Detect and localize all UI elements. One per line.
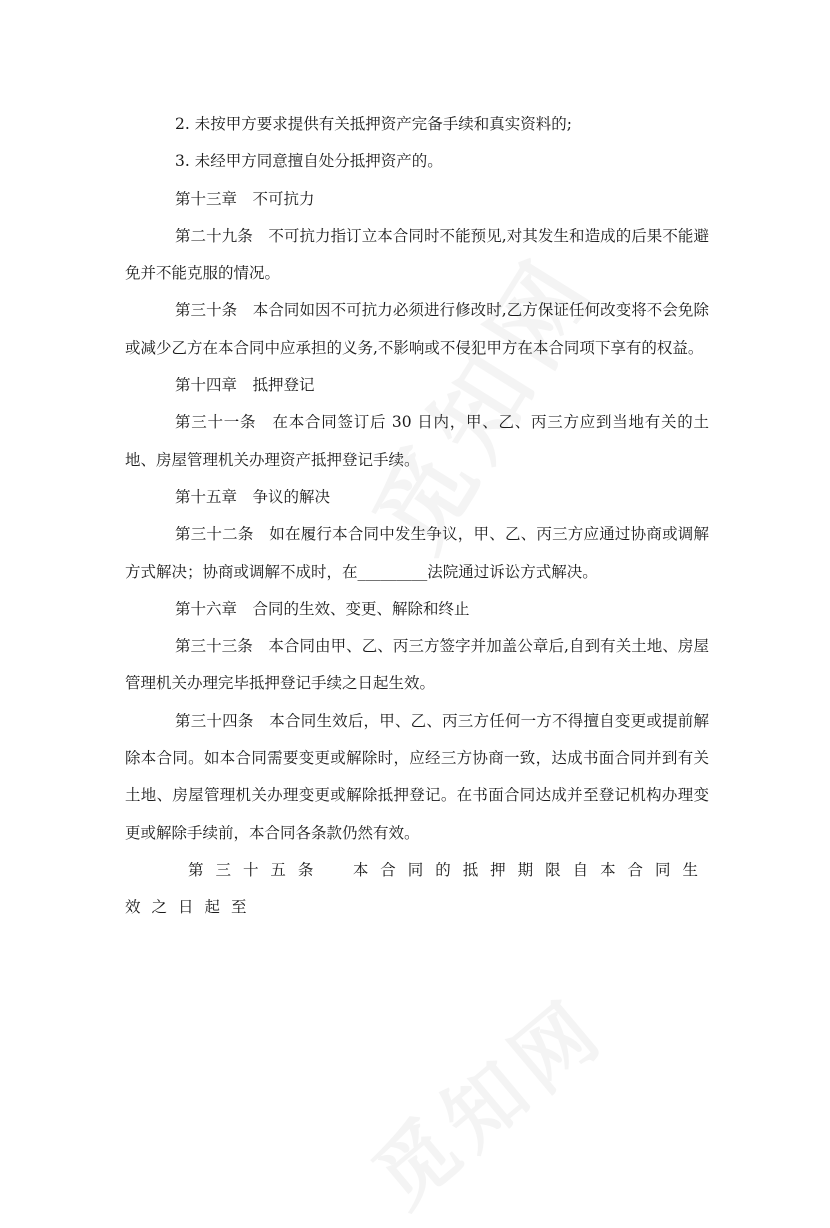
article-35: 第三十五条 本合同的抵押期限自本合同生效之日起至 xyxy=(125,860,709,917)
chapter-heading-13: 第十三章 不可抗力 xyxy=(175,189,315,208)
chapter-heading-15: 第十五章 争议的解决 xyxy=(175,487,331,506)
article-31: 第三十一条 在本合同签订后 30 日内，甲、乙、丙三方应到当地有关的土地、房屋管理机关办理资产抵押登记手续。 xyxy=(125,413,709,469)
article-29: 第二十九条 不可抗力指订立本合同时不能预见,对其发生和造成的后果不能避免并不能克服的情况。 xyxy=(125,226,709,283)
clause-item-2: 2. 未按甲方要求提供有关抵押资产完备手续和真实资料的; xyxy=(175,115,572,133)
chapter-heading-14: 第十四章 抵押登记 xyxy=(175,376,315,395)
watermark-logo xyxy=(345,967,626,1228)
article-30: 第三十条 本合同如因不可抗力必须进行修改时,乙方保证任何改变将不会免除或减少乙方在本合同中应承担的义务,不影响或不侵犯甲方在本合同项下享有的权益。 xyxy=(125,301,709,357)
article-33: 第三十三条 本合同由甲、乙、丙三方签字并加盖公章后,自到有关土地、房屋管理机关办理完毕抵押登记手续之日起生效。 xyxy=(125,637,709,693)
chapter-heading-16: 第十六章 合同的生效、变更、解除和终止 xyxy=(175,599,470,618)
clause-item-3: 3. 未经甲方同意擅自处分抵押资产的。 xyxy=(175,152,443,171)
document-body xyxy=(125,106,709,927)
article-32: 第三十二条 如在履行本合同中发生争议，甲、乙、丙三方应通过协商或调解方式解决；协商或调解不成时，在_________法院通过诉讼方式解决。 xyxy=(125,525,709,581)
article-34: 第三十四条 本合同生效后，甲、乙、丙三方任何一方不得擅自变更或提前解除本合同。如本合同需要变更或解除时，应经三方协商一致，达成书面合同并到有关土地、房屋管理机关办理变更或解除抵押登记。在书面合同达成并至登记机构办理变更或解除手续前，本合同各条款仍然有效。 xyxy=(125,711,709,842)
